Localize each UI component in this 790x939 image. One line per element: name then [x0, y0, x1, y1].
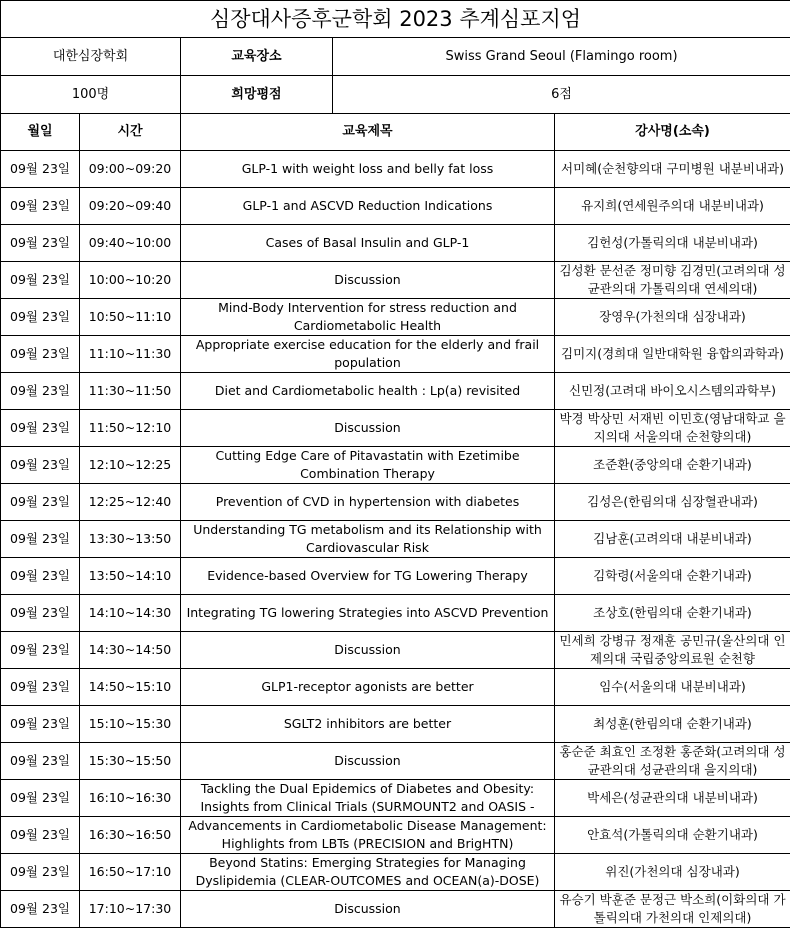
row-date-text: 09월 23일	[10, 901, 70, 916]
row-topic-text: GLP-1 and ASCVD Reduction Indications	[242, 198, 493, 213]
row-date	[1, 817, 80, 854]
row-speaker	[555, 780, 790, 817]
row-time	[80, 780, 181, 817]
row-topic	[181, 188, 555, 225]
row-time	[80, 410, 181, 447]
row-date	[1, 188, 80, 225]
row-speaker-text: 위진(가천의대 심장내과)	[605, 864, 740, 879]
row-date	[1, 780, 80, 817]
row-date-text: 09월 23일	[10, 790, 70, 805]
row-date	[1, 595, 80, 632]
row-date	[1, 891, 80, 928]
row-speaker	[555, 151, 790, 188]
info-row-venue	[1, 38, 790, 76]
row-date	[1, 373, 80, 410]
row-date-text: 09월 23일	[10, 494, 70, 509]
row-speaker	[555, 188, 790, 225]
row-date	[1, 558, 80, 595]
row-topic	[181, 595, 555, 632]
row-speaker-text: 신민정(고려대 바이오시스템의과학부)	[569, 383, 776, 398]
table-row	[1, 447, 790, 484]
row-time-text: 12:10~12:25	[88, 457, 172, 472]
row-date-text: 09월 23일	[10, 383, 70, 398]
page-title: 심장대사증후군학회 2023 추계심포지엄	[1, 1, 790, 38]
row-time	[80, 299, 181, 336]
row-speaker	[555, 669, 790, 706]
header-row	[1, 114, 790, 151]
row-speaker-text: 김성은(한림의대 심장혈관내과)	[587, 494, 758, 509]
row-topic-text: Discussion	[334, 753, 401, 768]
row-speaker	[555, 484, 790, 521]
row-date	[1, 743, 80, 780]
table-row	[1, 521, 790, 558]
row-date	[1, 262, 80, 299]
row-time	[80, 373, 181, 410]
table-row	[1, 373, 790, 410]
row-date-text: 09월 23일	[10, 457, 70, 472]
row-time-text: 12:25~12:40	[88, 494, 172, 509]
row-topic-text: Evidence-based Overview for TG Lowering Therapy	[207, 568, 528, 583]
table-row	[1, 151, 790, 188]
row-date-text: 09월 23일	[10, 198, 70, 213]
row-topic	[181, 299, 555, 336]
row-speaker	[555, 891, 790, 928]
row-time-text: 16:50~17:10	[88, 864, 172, 879]
row-date-text: 09월 23일	[10, 161, 70, 176]
row-speaker	[555, 743, 790, 780]
row-speaker	[555, 854, 790, 891]
row-topic	[181, 669, 555, 706]
row-date	[1, 632, 80, 669]
row-time-text: 14:10~14:30	[88, 605, 172, 620]
row-speaker	[555, 632, 790, 669]
row-topic-text: SGLT2 inhibitors are better	[283, 716, 452, 731]
row-topic-text: Beyond Statins: Emerging Strategies for Managing Dyslipidemia (CLEAR-OUTCOMES and OCEAN(a)-DOSE)	[195, 855, 540, 888]
venue-value: Swiss Grand Seoul (Flamingo room)	[333, 38, 790, 76]
table-row	[1, 188, 790, 225]
row-date-text: 09월 23일	[10, 605, 70, 620]
row-topic-text: Discussion	[334, 642, 401, 657]
header-speaker: 강사명(소속)	[555, 114, 790, 151]
row-speaker	[555, 521, 790, 558]
credit-value: 6점	[333, 76, 790, 114]
table-row	[1, 410, 790, 447]
row-speaker	[555, 336, 790, 373]
row-date-text: 09월 23일	[10, 346, 70, 361]
row-time	[80, 595, 181, 632]
row-speaker-text: 임수(서울의대 내분비내과)	[599, 679, 746, 694]
row-time	[80, 262, 181, 299]
row-date	[1, 299, 80, 336]
row-date-text: 09월 23일	[10, 753, 70, 768]
row-topic	[181, 632, 555, 669]
row-topic	[181, 706, 555, 743]
row-speaker-text: 유지희(연세원주의대 내분비내과)	[581, 198, 764, 213]
row-speaker-text: 조상호(한림의대 순환기내과)	[593, 605, 752, 620]
row-topic-text: Cases of Basal Insulin and GLP-1	[265, 235, 470, 250]
row-date	[1, 151, 80, 188]
row-time-text: 09:20~09:40	[88, 198, 172, 213]
row-time	[80, 188, 181, 225]
table-row	[1, 743, 790, 780]
table-row	[1, 632, 790, 669]
header-time: 시간	[80, 114, 181, 151]
table-row	[1, 595, 790, 632]
row-date	[1, 706, 80, 743]
row-time-text: 16:10~16:30	[88, 790, 172, 805]
row-speaker-text: 김미지(경희대 일반대학원 융합의과학과)	[561, 346, 784, 361]
table-row	[1, 484, 790, 521]
organizer-value: 대한심장학회	[1, 38, 181, 76]
table-row	[1, 891, 790, 928]
row-topic	[181, 373, 555, 410]
row-time-text: 10:50~11:10	[88, 309, 172, 324]
row-topic	[181, 262, 555, 299]
row-date-text: 09월 23일	[10, 642, 70, 657]
row-speaker	[555, 373, 790, 410]
row-date-text: 09월 23일	[10, 531, 70, 546]
row-speaker-text: 김헌성(가톨릭의대 내분비내과)	[587, 235, 758, 250]
row-speaker-text: 김성환 문선준 정미향 김경민(고려의대 성균관의대 가톨릭의대 연세의대)	[559, 263, 786, 296]
row-speaker-text: 서미혜(순천향의대 구미병원 내분비내과)	[561, 161, 784, 176]
row-date-text: 09월 23일	[10, 679, 70, 694]
header-date: 월일	[1, 114, 80, 151]
row-time-text: 13:50~14:10	[88, 568, 172, 583]
row-topic	[181, 521, 555, 558]
row-time-text: 17:10~17:30	[88, 901, 172, 916]
row-time	[80, 743, 181, 780]
row-speaker	[555, 595, 790, 632]
row-speaker	[555, 262, 790, 299]
row-speaker	[555, 447, 790, 484]
row-speaker-text: 김학령(서울의대 순환기내과)	[593, 568, 752, 583]
row-speaker-text: 안효석(가톨릭의대 순환기내과)	[587, 827, 758, 842]
row-date	[1, 484, 80, 521]
row-date-text: 09월 23일	[10, 568, 70, 583]
row-topic	[181, 225, 555, 262]
row-time-text: 14:30~14:50	[88, 642, 172, 657]
row-time-text: 14:50~15:10	[88, 679, 172, 694]
row-time	[80, 336, 181, 373]
row-topic-text: Advancements in Cardiometabolic Disease Management: Highlights from LBTs (PRECISION and BrigHTN)	[188, 818, 547, 851]
row-speaker-text: 최성훈(한림의대 순환기내과)	[593, 716, 752, 731]
row-time	[80, 447, 181, 484]
row-topic-text: Cutting Edge Care of Pitavastatin with Ezetimibe Combination Therapy	[215, 448, 520, 481]
row-date-text: 09월 23일	[10, 716, 70, 731]
row-time	[80, 706, 181, 743]
row-speaker	[555, 225, 790, 262]
row-time-text: 11:10~11:30	[88, 346, 172, 361]
row-speaker	[555, 558, 790, 595]
row-topic-text: GLP-1 with weight loss and belly fat loss	[241, 161, 494, 176]
row-date-text: 09월 23일	[10, 864, 70, 879]
row-time-text: 11:30~11:50	[88, 383, 172, 398]
row-date-text: 09월 23일	[10, 827, 70, 842]
row-time-text: 15:10~15:30	[88, 716, 172, 731]
table-row	[1, 262, 790, 299]
row-topic	[181, 151, 555, 188]
title-row	[1, 1, 790, 38]
row-time	[80, 151, 181, 188]
table-row	[1, 780, 790, 817]
row-topic-text: Discussion	[334, 272, 401, 287]
row-date	[1, 521, 80, 558]
row-date-text: 09월 23일	[10, 420, 70, 435]
row-time-text: 11:50~12:10	[88, 420, 172, 435]
row-time-text: 10:00~10:20	[88, 272, 172, 287]
row-time	[80, 225, 181, 262]
table-row	[1, 669, 790, 706]
row-topic-text: GLP1-receptor agonists are better	[261, 679, 474, 694]
row-time-text: 15:30~15:50	[88, 753, 172, 768]
row-time	[80, 669, 181, 706]
row-speaker	[555, 817, 790, 854]
row-date	[1, 447, 80, 484]
row-time	[80, 632, 181, 669]
row-speaker-text: 장영우(가천의대 심장내과)	[599, 309, 746, 324]
row-topic	[181, 336, 555, 373]
row-topic	[181, 743, 555, 780]
row-date	[1, 410, 80, 447]
row-topic	[181, 410, 555, 447]
row-speaker	[555, 410, 790, 447]
venue-label: 교육장소	[181, 38, 333, 76]
table-row	[1, 558, 790, 595]
row-speaker-text: 김남훈(고려의대 내분비내과)	[593, 531, 752, 546]
row-topic	[181, 558, 555, 595]
row-time	[80, 854, 181, 891]
row-time-text: 09:40~10:00	[88, 235, 172, 250]
row-topic-text: Tackling the Dual Epidemics of Diabetes and Obesity: Insights from Clinical Trials (SURMOUNT2 and OASIS -	[200, 781, 535, 814]
row-date-text: 09월 23일	[10, 309, 70, 324]
row-speaker	[555, 299, 790, 336]
row-time-text: 16:30~16:50	[88, 827, 172, 842]
info-row-credit	[1, 76, 790, 114]
header-topic: 교육제목	[181, 114, 555, 151]
row-speaker-text: 유승기 박훈준 문정근 박소희(이화의대 가톨릭의대 가천의대 인제의대)	[559, 892, 786, 925]
row-time	[80, 817, 181, 854]
row-time-text: 13:30~13:50	[88, 531, 172, 546]
table-row	[1, 817, 790, 854]
row-topic	[181, 817, 555, 854]
row-speaker-text: 조준환(중앙의대 순환기내과)	[593, 457, 752, 472]
row-topic-text: Understanding TG metabolism and its Relationship with Cardiovascular Risk	[193, 522, 542, 555]
row-date-text: 09월 23일	[10, 235, 70, 250]
row-speaker-text: 민세희 강병규 정재훈 공민규(울산의대 인제의대 국립중앙의료원 순천향	[559, 633, 786, 666]
row-topic-text: Prevention of CVD in hypertension with diabetes	[215, 494, 520, 509]
row-topic	[181, 780, 555, 817]
table-row	[1, 299, 790, 336]
table-row	[1, 706, 790, 743]
row-date	[1, 336, 80, 373]
credit-label: 희망평점	[181, 76, 333, 114]
row-time-text: 09:00~09:20	[88, 161, 172, 176]
row-topic-text: Integrating TG lowering Strategies into ASCVD Prevention	[186, 605, 549, 620]
row-speaker-text: 박세은(성균관의대 내분비내과)	[587, 790, 758, 805]
row-topic-text: Appropriate exercise education for the elderly and frail population	[195, 337, 540, 370]
row-date-text: 09월 23일	[10, 272, 70, 287]
row-date	[1, 854, 80, 891]
row-topic	[181, 854, 555, 891]
row-topic	[181, 484, 555, 521]
row-time	[80, 558, 181, 595]
row-topic-text: Discussion	[334, 420, 401, 435]
row-speaker-text: 홍순준 최효인 조정환 홍준화(고려의대 성균관의대 성균관의대 을지의대)	[559, 744, 786, 777]
row-time	[80, 521, 181, 558]
row-speaker	[555, 706, 790, 743]
row-time	[80, 484, 181, 521]
row-date	[1, 669, 80, 706]
row-topic-text: Mind-Body Intervention for stress reduction and Cardiometabolic Health	[218, 300, 517, 333]
table-row	[1, 854, 790, 891]
table-row	[1, 336, 790, 373]
row-topic	[181, 891, 555, 928]
row-topic-text: Diet and Cardiometabolic health : Lp(a) revisited	[214, 383, 521, 398]
capacity-value: 100명	[1, 76, 181, 114]
row-topic	[181, 447, 555, 484]
row-speaker-text: 박경 박상민 서재빈 이민호(영남대학교 을지의대 서울의대 순천향의대)	[559, 411, 786, 444]
row-date	[1, 225, 80, 262]
row-topic-text: Discussion	[334, 901, 401, 916]
row-time	[80, 891, 181, 928]
table-row	[1, 225, 790, 262]
